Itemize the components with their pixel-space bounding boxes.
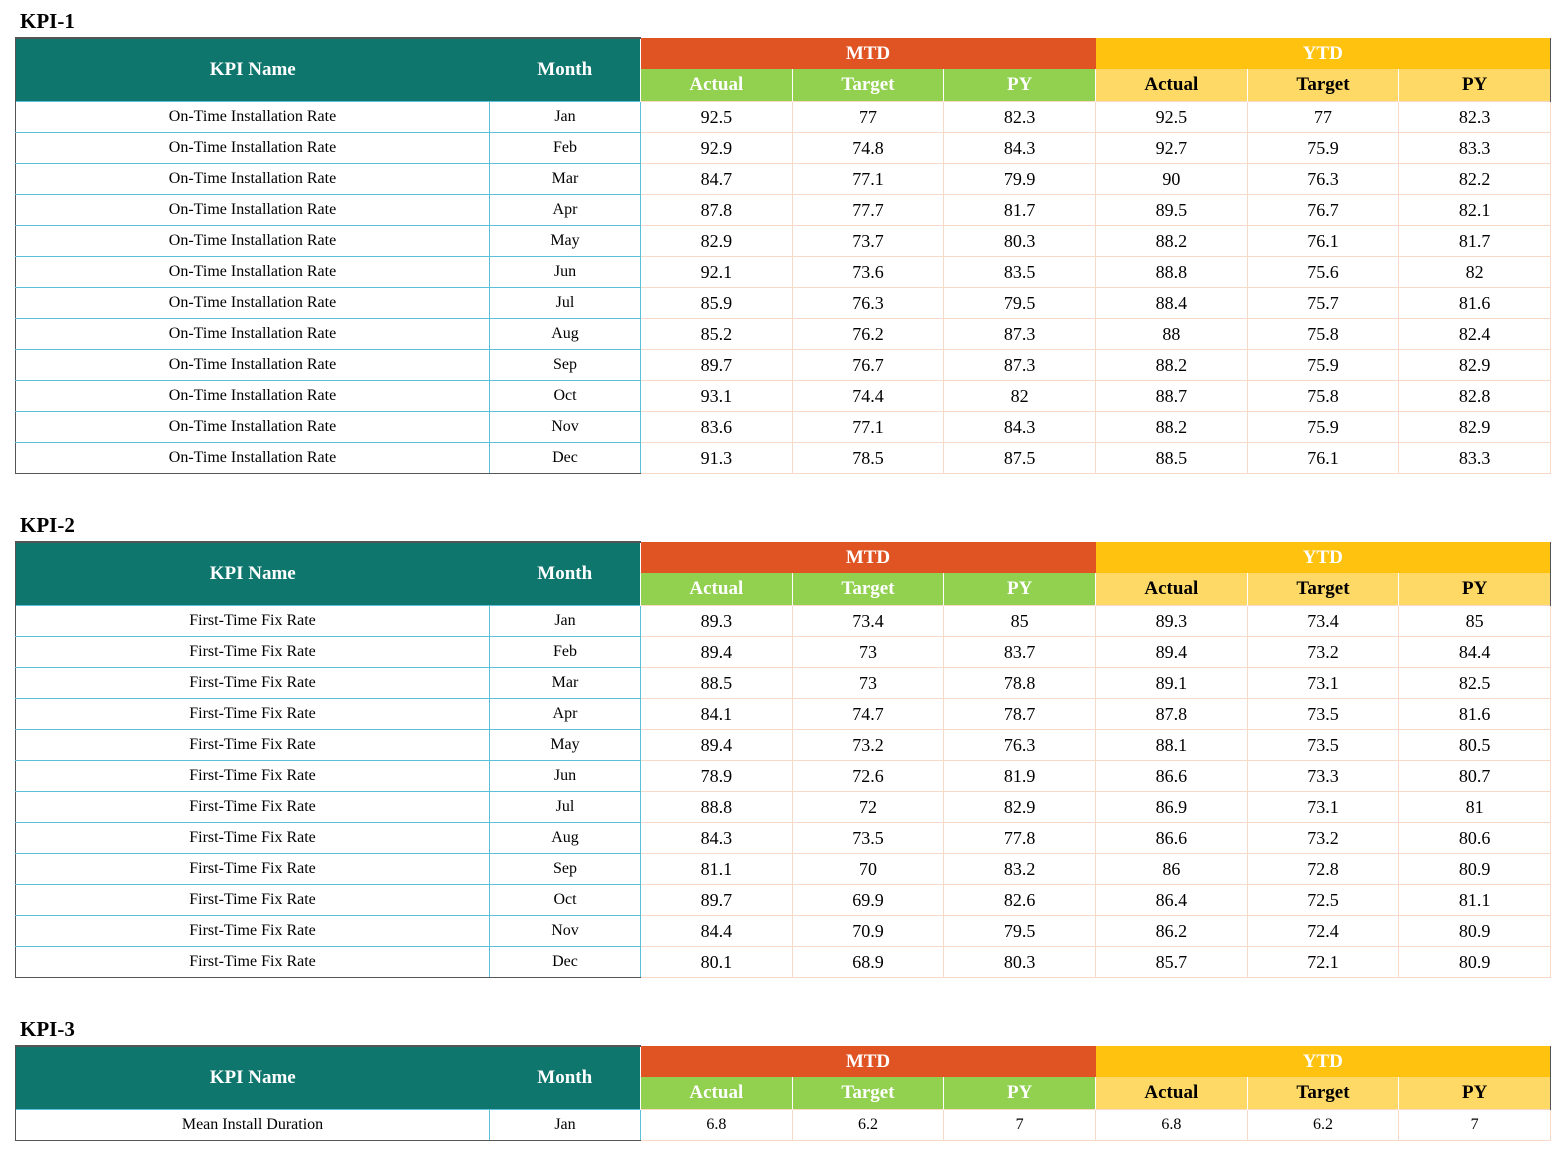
table-row [16,1110,1551,1141]
cell-ytd-actual: 86.6 [1096,761,1248,792]
cell-mtd-actual: 89.7 [641,350,793,381]
cell-mtd-target: 68.9 [792,947,944,978]
cell-ytd-py: 83.3 [1399,443,1551,474]
cell-mtd-actual: 89.4 [641,730,793,761]
cell-kpi-name: On-Time Installation Rate [16,195,490,226]
cell-mtd-py: 82.6 [944,885,1096,916]
cell-ytd-py: 81.6 [1399,699,1551,730]
cell-kpi-name: First-Time Fix Rate [16,730,490,761]
header-month: Month [490,542,641,606]
cell-ytd-actual: 86.4 [1096,885,1248,916]
header-mtd: MTD [641,542,1096,573]
table-row [16,637,1551,668]
cell-ytd-target: 73.4 [1247,606,1399,637]
cell-mtd-target: 6.2 [792,1110,944,1141]
cell-mtd-target: 76.2 [792,319,944,350]
cell-mtd-actual: 89.4 [641,637,793,668]
cell-kpi-name: First-Time Fix Rate [16,637,490,668]
cell-kpi-name: First-Time Fix Rate [16,916,490,947]
cell-month: Jul [490,792,641,823]
header-ytd-py: PY [1399,69,1551,101]
cell-ytd-actual: 88.7 [1096,381,1248,412]
header-month: Month [490,38,641,102]
cell-mtd-actual: 84.4 [641,916,793,947]
cell-mtd-py: 85 [944,606,1096,637]
cell-ytd-actual: 92.7 [1096,133,1248,164]
cell-mtd-actual: 82.9 [641,226,793,257]
table-row [16,288,1551,319]
cell-kpi-name: On-Time Installation Rate [16,102,490,133]
cell-mtd-py: 83.5 [944,257,1096,288]
cell-ytd-target: 76.1 [1247,443,1399,474]
cell-ytd-py: 81.1 [1399,885,1551,916]
cell-mtd-py: 87.3 [944,319,1096,350]
cell-mtd-target: 77.1 [792,412,944,443]
cell-ytd-py: 82.2 [1399,164,1551,195]
cell-ytd-target: 76.3 [1247,164,1399,195]
cell-ytd-actual: 88.2 [1096,412,1248,443]
cell-ytd-py: 81.7 [1399,226,1551,257]
header-ytd-py: PY [1399,573,1551,605]
cell-mtd-target: 73 [792,668,944,699]
header-mtd-target: Target [792,1077,944,1109]
cell-ytd-target: 72.4 [1247,916,1399,947]
header-ytd-target: Target [1247,69,1399,101]
cell-ytd-py: 84.4 [1399,637,1551,668]
cell-kpi-name: On-Time Installation Rate [16,226,490,257]
cell-month: Apr [490,699,641,730]
cell-kpi-name: First-Time Fix Rate [16,792,490,823]
cell-mtd-target: 76.3 [792,288,944,319]
cell-mtd-actual: 84.1 [641,699,793,730]
cell-month: Nov [490,916,641,947]
cell-mtd-py: 78.8 [944,668,1096,699]
cell-ytd-actual: 86.6 [1096,823,1248,854]
cell-month: Aug [490,823,641,854]
cell-month: Oct [490,885,641,916]
table-row [16,226,1551,257]
table-row [16,730,1551,761]
cell-ytd-target: 6.2 [1247,1110,1399,1141]
cell-mtd-actual: 85.2 [641,319,793,350]
cell-mtd-actual: 83.6 [641,412,793,443]
table-row [16,823,1551,854]
cell-ytd-actual: 89.5 [1096,195,1248,226]
table-row [16,761,1551,792]
cell-ytd-py: 81 [1399,792,1551,823]
cell-ytd-actual: 89.4 [1096,637,1248,668]
cell-ytd-target: 73.2 [1247,637,1399,668]
header-ytd: YTD [1096,542,1551,573]
cell-ytd-target: 72.5 [1247,885,1399,916]
cell-mtd-target: 73.6 [792,257,944,288]
cell-mtd-py: 84.3 [944,412,1096,443]
cell-month: Feb [490,133,641,164]
cell-mtd-target: 74.8 [792,133,944,164]
table-row [16,854,1551,885]
cell-month: Sep [490,854,641,885]
section-title: KPI-1 [20,9,75,33]
cell-mtd-actual: 84.3 [641,823,793,854]
cell-ytd-actual: 92.5 [1096,102,1248,133]
cell-mtd-actual: 85.9 [641,288,793,319]
cell-kpi-name: First-Time Fix Rate [16,854,490,885]
kpi-table [15,1045,1551,1141]
cell-mtd-target: 69.9 [792,885,944,916]
cell-ytd-actual: 88.2 [1096,350,1248,381]
cell-mtd-actual: 87.8 [641,195,793,226]
cell-month: Feb [490,637,641,668]
cell-ytd-py: 83.3 [1399,133,1551,164]
header-mtd: MTD [641,38,1096,69]
cell-ytd-target: 75.7 [1247,288,1399,319]
table-row [16,885,1551,916]
cell-ytd-target: 73.5 [1247,730,1399,761]
cell-ytd-actual: 86.9 [1096,792,1248,823]
cell-mtd-py: 79.5 [944,916,1096,947]
cell-ytd-actual: 88.5 [1096,443,1248,474]
cell-month: Dec [490,947,641,978]
header-kpi-name: KPI Name [16,1046,490,1110]
cell-mtd-target: 77.1 [792,164,944,195]
cell-mtd-target: 77 [792,102,944,133]
cell-mtd-py: 76.3 [944,730,1096,761]
cell-month: Oct [490,381,641,412]
cell-month: Sep [490,350,641,381]
cell-mtd-target: 73.4 [792,606,944,637]
table-row [16,443,1551,474]
cell-kpi-name: First-Time Fix Rate [16,606,490,637]
cell-ytd-py: 80.6 [1399,823,1551,854]
cell-mtd-target: 77.7 [792,195,944,226]
header-mtd-actual: Actual [641,573,793,605]
cell-mtd-py: 79.9 [944,164,1096,195]
cell-ytd-py: 80.9 [1399,947,1551,978]
cell-ytd-py: 82 [1399,257,1551,288]
cell-kpi-name: Mean Install Duration [16,1110,490,1141]
header-month: Month [490,1046,641,1110]
header-mtd-py: PY [944,1077,1096,1109]
table-row [16,195,1551,226]
header-ytd-py: PY [1399,1077,1551,1109]
cell-ytd-target: 75.9 [1247,412,1399,443]
cell-kpi-name: On-Time Installation Rate [16,443,490,474]
cell-mtd-actual: 81.1 [641,854,793,885]
table-row [16,350,1551,381]
cell-ytd-actual: 90 [1096,164,1248,195]
table-row [16,792,1551,823]
cell-ytd-actual: 86.2 [1096,916,1248,947]
cell-ytd-actual: 6.8 [1096,1110,1248,1141]
cell-mtd-py: 80.3 [944,947,1096,978]
cell-ytd-py: 82.8 [1399,381,1551,412]
cell-ytd-py: 82.1 [1399,195,1551,226]
cell-ytd-target: 73.5 [1247,699,1399,730]
table-row [16,699,1551,730]
table-row [16,381,1551,412]
cell-mtd-target: 78.5 [792,443,944,474]
cell-mtd-actual: 92.9 [641,133,793,164]
cell-ytd-py: 85 [1399,606,1551,637]
cell-mtd-py: 78.7 [944,699,1096,730]
cell-ytd-target: 76.7 [1247,195,1399,226]
cell-ytd-actual: 88.4 [1096,288,1248,319]
cell-mtd-target: 73 [792,637,944,668]
cell-mtd-py: 81.7 [944,195,1096,226]
cell-kpi-name: On-Time Installation Rate [16,350,490,381]
table-row [16,133,1551,164]
cell-mtd-target: 72.6 [792,761,944,792]
cell-month: Apr [490,195,641,226]
cell-month: May [490,730,641,761]
table-row [16,947,1551,978]
cell-mtd-py: 82 [944,381,1096,412]
cell-ytd-target: 75.8 [1247,319,1399,350]
table-row [16,606,1551,637]
kpi-table [15,541,1551,978]
cell-mtd-actual: 89.7 [641,885,793,916]
cell-ytd-py: 82.9 [1399,412,1551,443]
header-kpi-name: KPI Name [16,38,490,102]
cell-mtd-py: 79.5 [944,288,1096,319]
cell-ytd-target: 75.9 [1247,133,1399,164]
cell-month: Jun [490,257,641,288]
header-ytd: YTD [1096,1046,1551,1077]
cell-kpi-name: On-Time Installation Rate [16,288,490,319]
cell-mtd-actual: 93.1 [641,381,793,412]
cell-mtd-py: 87.3 [944,350,1096,381]
cell-ytd-target: 73.1 [1247,668,1399,699]
header-ytd-actual: Actual [1096,1077,1248,1109]
cell-mtd-actual: 6.8 [641,1110,793,1141]
header-ytd-actual: Actual [1096,69,1248,101]
cell-mtd-target: 72 [792,792,944,823]
cell-mtd-py: 83.7 [944,637,1096,668]
header-kpi-name: KPI Name [16,542,490,606]
cell-month: Dec [490,443,641,474]
cell-ytd-target: 77 [1247,102,1399,133]
table-row [16,668,1551,699]
cell-ytd-actual: 89.3 [1096,606,1248,637]
header-mtd-target: Target [792,573,944,605]
cell-month: Jan [490,606,641,637]
cell-mtd-py: 84.3 [944,133,1096,164]
cell-ytd-actual: 88 [1096,319,1248,350]
cell-mtd-target: 74.7 [792,699,944,730]
cell-ytd-target: 73.2 [1247,823,1399,854]
cell-ytd-py: 82.5 [1399,668,1551,699]
cell-mtd-actual: 84.7 [641,164,793,195]
cell-mtd-actual: 88.5 [641,668,793,699]
cell-kpi-name: On-Time Installation Rate [16,381,490,412]
cell-kpi-name: First-Time Fix Rate [16,699,490,730]
cell-ytd-py: 80.9 [1399,854,1551,885]
cell-ytd-actual: 86 [1096,854,1248,885]
cell-mtd-target: 73.7 [792,226,944,257]
cell-month: Mar [490,164,641,195]
cell-month: May [490,226,641,257]
cell-kpi-name: On-Time Installation Rate [16,133,490,164]
cell-kpi-name: First-Time Fix Rate [16,885,490,916]
cell-mtd-target: 70.9 [792,916,944,947]
cell-mtd-target: 74.4 [792,381,944,412]
cell-ytd-py: 82.4 [1399,319,1551,350]
kpi-table [15,37,1551,474]
cell-ytd-target: 76.1 [1247,226,1399,257]
header-ytd-target: Target [1247,1077,1399,1109]
cell-month: Mar [490,668,641,699]
cell-ytd-py: 80.5 [1399,730,1551,761]
cell-ytd-target: 75.8 [1247,381,1399,412]
cell-mtd-actual: 92.5 [641,102,793,133]
cell-mtd-actual: 91.3 [641,443,793,474]
cell-ytd-py: 80.9 [1399,916,1551,947]
cell-ytd-py: 81.6 [1399,288,1551,319]
table-row [16,319,1551,350]
cell-kpi-name: First-Time Fix Rate [16,823,490,854]
cell-kpi-name: First-Time Fix Rate [16,947,490,978]
cell-mtd-target: 76.7 [792,350,944,381]
cell-ytd-target: 72.8 [1247,854,1399,885]
cell-ytd-target: 75.6 [1247,257,1399,288]
cell-month: Aug [490,319,641,350]
cell-kpi-name: On-Time Installation Rate [16,257,490,288]
cell-mtd-actual: 92.1 [641,257,793,288]
header-mtd: MTD [641,1046,1096,1077]
cell-mtd-target: 73.2 [792,730,944,761]
header-mtd-target: Target [792,69,944,101]
section-title: KPI-3 [20,1017,75,1041]
cell-ytd-target: 73.1 [1247,792,1399,823]
cell-ytd-py: 80.7 [1399,761,1551,792]
cell-month: Jul [490,288,641,319]
cell-month: Nov [490,412,641,443]
cell-mtd-py: 80.3 [944,226,1096,257]
cell-mtd-actual: 89.3 [641,606,793,637]
cell-mtd-target: 70 [792,854,944,885]
header-mtd-actual: Actual [641,69,793,101]
cell-mtd-actual: 88.8 [641,792,793,823]
section-title: KPI-2 [20,513,75,537]
cell-kpi-name: First-Time Fix Rate [16,668,490,699]
cell-month: Jan [490,102,641,133]
header-ytd-target: Target [1247,573,1399,605]
header-mtd-actual: Actual [641,1077,793,1109]
cell-kpi-name: First-Time Fix Rate [16,761,490,792]
cell-mtd-target: 73.5 [792,823,944,854]
cell-month: Jan [490,1110,641,1141]
table-row [16,164,1551,195]
cell-month: Jun [490,761,641,792]
header-mtd-py: PY [944,573,1096,605]
cell-ytd-target: 72.1 [1247,947,1399,978]
header-mtd-py: PY [944,69,1096,101]
cell-ytd-py: 82.3 [1399,102,1551,133]
table-row [16,102,1551,133]
cell-mtd-py: 77.8 [944,823,1096,854]
cell-mtd-actual: 80.1 [641,947,793,978]
cell-mtd-actual: 78.9 [641,761,793,792]
cell-ytd-target: 73.3 [1247,761,1399,792]
cell-ytd-actual: 85.7 [1096,947,1248,978]
cell-ytd-py: 82.9 [1399,350,1551,381]
cell-ytd-actual: 88.1 [1096,730,1248,761]
cell-mtd-py: 81.9 [944,761,1096,792]
cell-kpi-name: On-Time Installation Rate [16,412,490,443]
cell-mtd-py: 82.9 [944,792,1096,823]
header-ytd-actual: Actual [1096,573,1248,605]
cell-mtd-py: 7 [944,1110,1096,1141]
table-row [16,257,1551,288]
cell-mtd-py: 87.5 [944,443,1096,474]
cell-ytd-actual: 89.1 [1096,668,1248,699]
cell-kpi-name: On-Time Installation Rate [16,164,490,195]
header-ytd: YTD [1096,38,1551,69]
table-row [16,916,1551,947]
cell-mtd-py: 83.2 [944,854,1096,885]
cell-ytd-actual: 87.8 [1096,699,1248,730]
table-row [16,412,1551,443]
cell-ytd-actual: 88.8 [1096,257,1248,288]
cell-kpi-name: On-Time Installation Rate [16,319,490,350]
cell-ytd-target: 75.9 [1247,350,1399,381]
cell-ytd-py: 7 [1399,1110,1551,1141]
cell-mtd-py: 82.3 [944,102,1096,133]
cell-ytd-actual: 88.2 [1096,226,1248,257]
